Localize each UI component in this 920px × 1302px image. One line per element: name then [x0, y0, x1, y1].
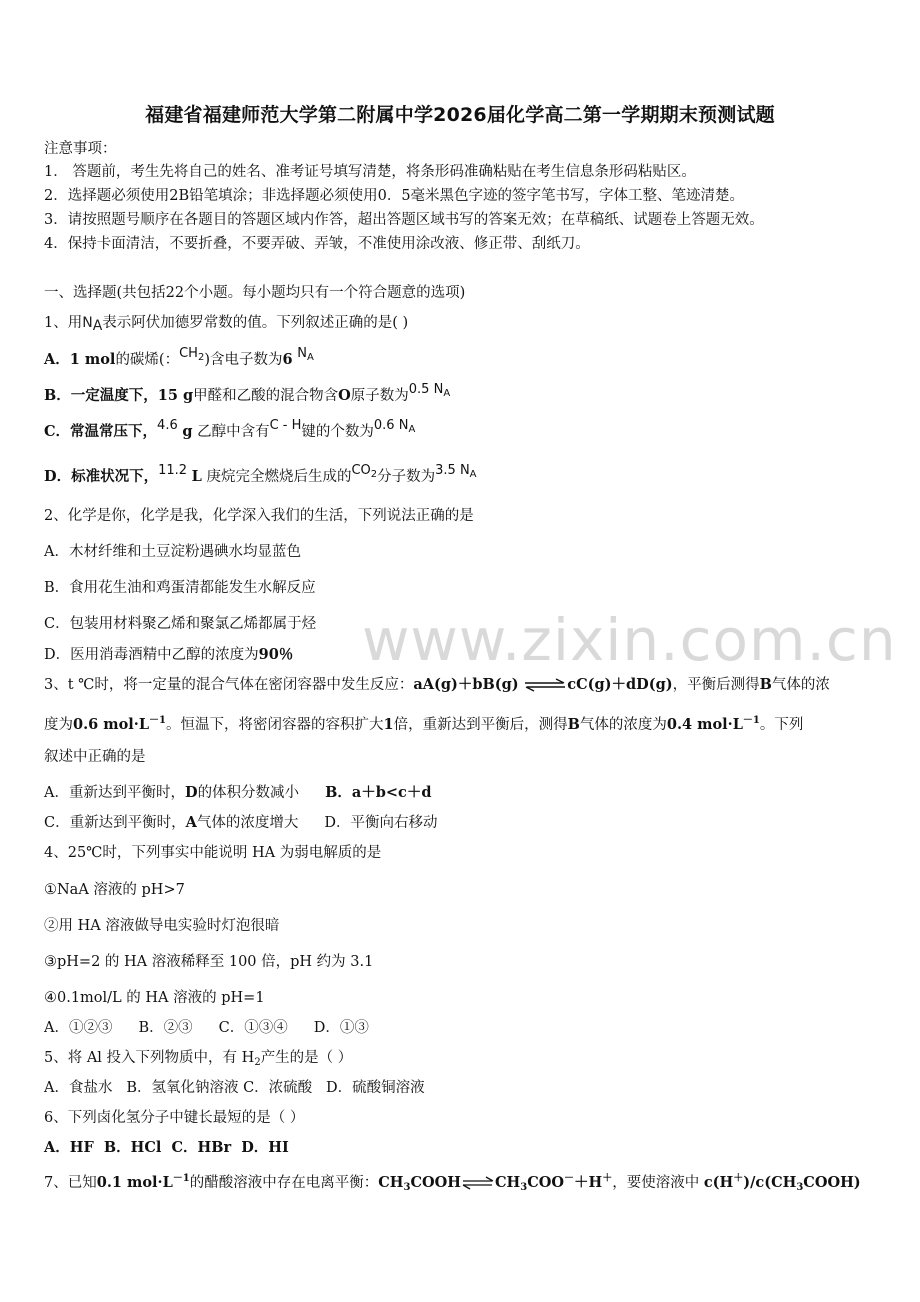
- question-4-stem: 4、25℃时，下列事实中能说明 HA 为弱电解质的是: [44, 845, 382, 861]
- question-6-stem: 6、下列卤化氢分子中键长最短的是（ ）: [44, 1110, 305, 1126]
- question-3-line-3: 叙述中正确的是: [44, 749, 146, 765]
- exam-title: 福建省福建师范大学第二附属中学2026届化学高二第一学期期末预测试题: [145, 104, 775, 126]
- question-5-stem: 5、将 Al 投入下列物质中，有 $H_2$产生的是（ ）: [44, 1050, 353, 1068]
- question-3-options-cd: C．重新达到平衡时，A气体的浓度增大 D．平衡向右移动: [44, 814, 438, 831]
- question-1-stem: 1、用NA表示阿伏加德罗常数的值。下列叙述正确的是( ): [44, 315, 409, 334]
- question-2-option-b: B．食用花生油和鸡蛋清都能发生水解反应: [44, 580, 316, 596]
- question-3-options-ab: A．重新达到平衡时，D的体积分数减小 B．a＋b<c＋d: [44, 784, 432, 801]
- question-4-options: A．①②③ B．②③ C．①③④ D．①③: [44, 1020, 369, 1036]
- question-4-item-1: ①NaA 溶液的 pH>7: [44, 882, 185, 898]
- question-7-stem: 7、已知0.1 $mol\cdot L^{-1}$的醋酸溶液中存在电离平衡：$CH_3COOH$ $CH_3COO^-+H^+$，要使溶液中 $c(H^+)/c(CH_3COOH)$: [44, 1173, 861, 1193]
- question-4-item-3: ③pH=2 的 HA 溶液稀释至 100 倍，pH 约为 3.1: [44, 954, 374, 970]
- equilibrium-arrow-icon: [523, 678, 567, 692]
- question-3-line-1: 3、t ℃时，将一定量的混合气体在密闭容器中发生反应：aA(g)＋bB(g) cC(g)＋dD(g)，平衡后测得B气体的浓: [44, 676, 830, 693]
- section-heading: 一、选择题(共包括22个小题。每小题均只有一个符合题意的选项): [44, 285, 466, 301]
- question-1-option-d: D．标准状况下，11.2 L 庚烷完全燃烧后生成的$CO_2$分子数为3.5 $N_A$: [44, 463, 477, 485]
- question-6-options: A．HF B．HCl C．HBr D．HI: [44, 1139, 289, 1156]
- question-1-option-b: B．一定温度下，15 g甲醛和乙酸的混合物含O原子数为0.5 $N_A$: [44, 382, 451, 404]
- question-2-stem: 2、化学是你，化学是我，化学深入我们的生活，下列说法正确的是: [44, 508, 474, 524]
- notice-item-3: 3．请按照题号顺序在各题目的答题区域内作答，超出答题区域书写的答案无效；在草稿纸、试题卷上答题无效。: [44, 212, 764, 228]
- notice-item-1: 1． 答题前，考生先将自己的姓名、准考证号填写清楚，将条形码准确粘贴在考生信息条形码粘贴区。: [44, 164, 696, 180]
- question-5-options: A．食盐水 B．氢氧化钠溶液 C．浓硫酸 D．硫酸铜溶液: [44, 1080, 425, 1096]
- notice-heading: 注意事项：: [44, 141, 117, 157]
- question-4-item-4: ④0.1mol/L 的 HA 溶液的 pH=1: [44, 990, 265, 1006]
- equilibrium-arrow-icon: [461, 1176, 495, 1190]
- question-3-line-2: 度为0.6 $mol\cdot L^{-1}$。恒温下，将密闭容器的容积扩大1倍，重新达到平衡后，测得B气体的浓度为0.4 $mol\cdot L^{-1}$。下列: [44, 715, 804, 733]
- question-2-option-d: D．医用消毒酒精中乙醇的浓度为90％: [44, 646, 294, 663]
- question-2-option-c: C．包装用材料聚乙烯和聚氯乙烯都属于烃: [44, 616, 317, 632]
- notice-item-2: 2．选择题必须使用2B铅笔填涂；非选择题必须使用0．5毫米黑色字迹的签字笔书写，字体工整、笔迹清楚。: [44, 188, 745, 204]
- question-1-option-c: C．常温常压下，4.6 g 乙醇中含有C - H键的个数为0.6 $N_A$: [44, 418, 416, 440]
- question-4-item-2: ②用 HA 溶液做导电实验时灯泡很暗: [44, 918, 280, 934]
- notice-item-4: 4．保持卡面清洁，不要折叠，不要弄破、弄皱，不准使用涂改液、修正带、刮纸刀。: [44, 236, 590, 252]
- question-2-option-a: A．木材纤维和土豆淀粉遇碘水均显蓝色: [44, 544, 301, 560]
- watermark: www.zixin.com.cn: [362, 606, 897, 674]
- question-1-option-a: A．1 mol的碳烯(：$CH_2$)含电子数为6 $N_A$: [44, 346, 314, 368]
